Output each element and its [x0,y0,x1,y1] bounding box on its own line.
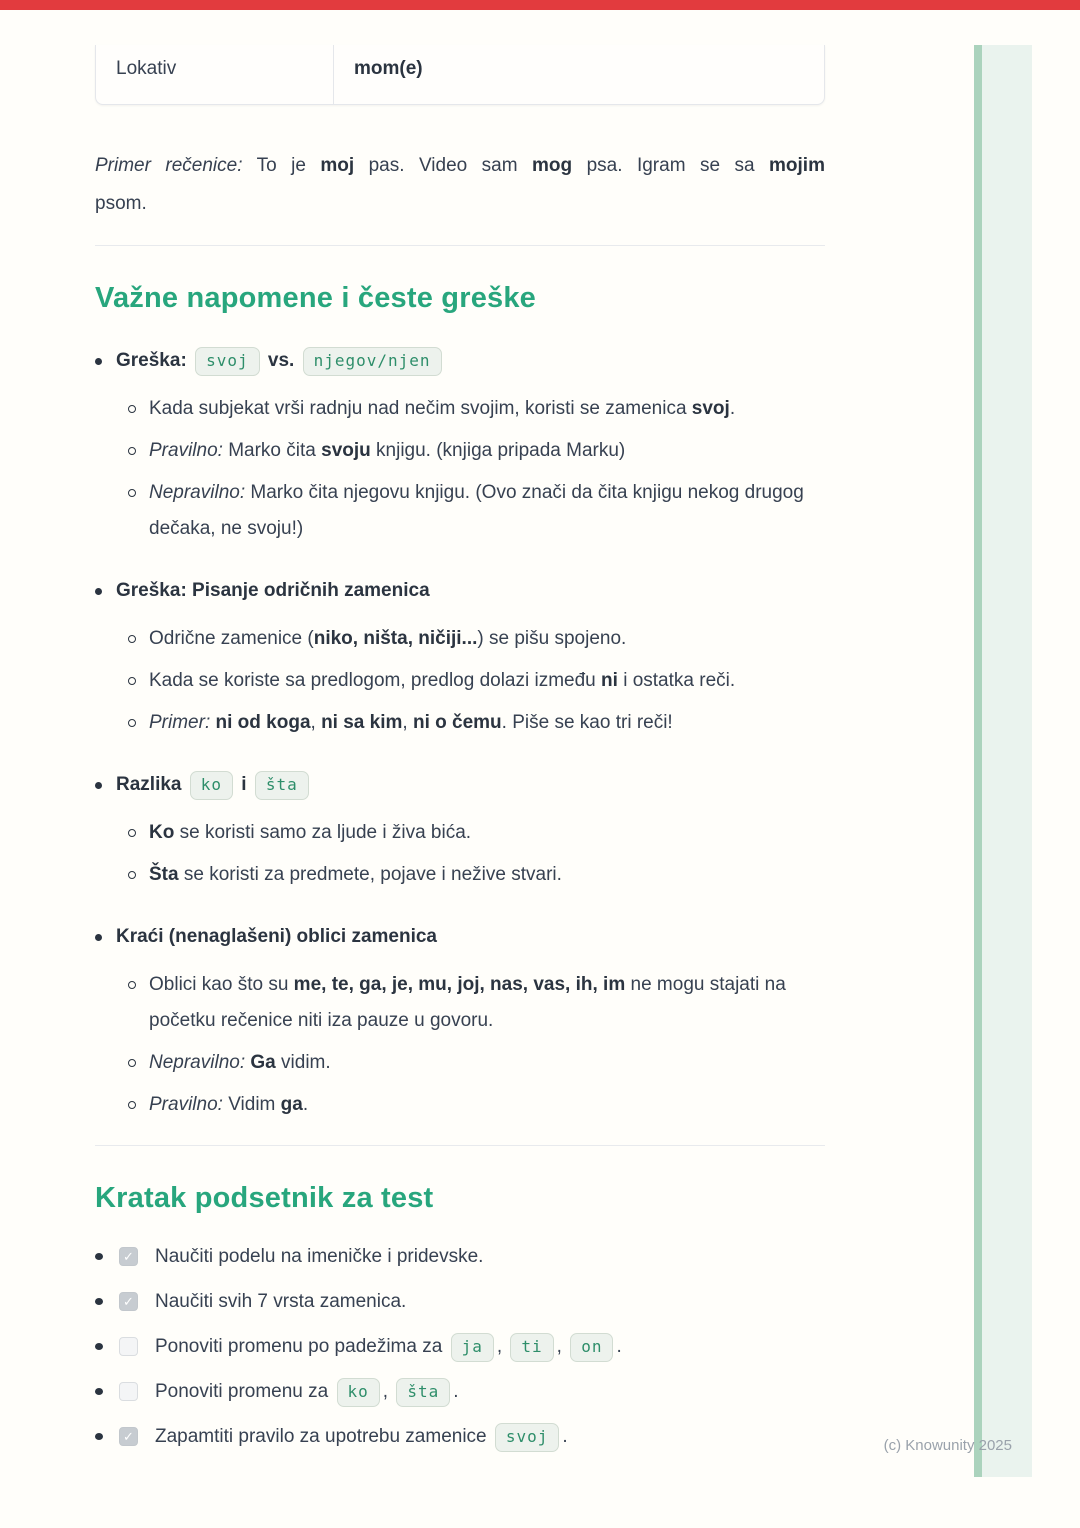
bullet-circle-icon [128,857,136,893]
list-item-label-row [95,767,825,803]
bullet-circle-icon [128,475,136,547]
text-run: vs. [262,350,300,371]
text-run: i [236,774,252,795]
sub-list [128,621,825,741]
checkbox-checked-icon[interactable]: ✓ [119,1427,138,1446]
text-run: Oblici kao što su [149,974,294,995]
text-run: ni od koga [215,712,311,733]
bullet-disc-icon [95,1388,103,1395]
document-page [95,0,825,1452]
sub-list [128,391,825,547]
bullet-disc-icon [95,1253,103,1260]
text-run: ne mogu stajati na početku rečenice niti iza pauze u govoru. [149,974,786,1031]
code-chip: on [570,1333,613,1362]
text-run: ni o čemu [412,712,502,733]
checklist-item [95,1241,825,1272]
section-title-reminder: Kratak podsetnik za test [95,1182,434,1214]
text-run: Pravilno: [149,1094,223,1115]
text-run: Šta [149,864,179,885]
sub-list-item [128,1045,825,1081]
code-chip: šta [396,1378,450,1407]
checklist-item-text [155,1421,568,1452]
code-chip: njegov/njen [303,347,442,376]
bullet-disc-icon [95,573,103,609]
sub-list-item [128,433,825,469]
sub-list-item [128,663,825,699]
bullet-circle-icon [128,621,136,657]
bullet-disc-icon [95,343,103,379]
text-run: psom. [95,193,147,214]
bullet-circle-icon [128,967,136,1039]
sub-list-item-text [149,1045,331,1081]
text-run: vidim. [275,1052,331,1073]
sub-list-item-text [149,1087,308,1123]
code-chip: ko [190,771,233,800]
checklist-item-text [155,1331,622,1362]
bullet-circle-icon [128,391,136,427]
text-run: pas. Video sam [354,155,533,176]
sub-list-item [128,815,825,851]
checkbox-unchecked-icon[interactable] [119,1382,138,1401]
checklist-item [95,1286,825,1317]
text-run: Ga [250,1052,276,1073]
checklist-item [95,1376,825,1407]
text-run: To je [242,155,321,176]
text-run: Pravilno: [149,440,223,461]
text-run: Marko čita njegovu knjigu. (Ovo znači da čita knjigu nekog drugog dečaka, ne svoju!) [149,482,804,539]
bullet-disc-icon [95,919,103,955]
bullet-disc-icon [95,1343,103,1350]
text-run: Razlika [116,774,182,795]
list-item [95,343,825,547]
text-run: Odrične zamenice ( [149,628,314,649]
text-run: mog [532,155,573,176]
list-item-label-row [95,573,825,609]
text-run: Ponoviti promenu za [155,1381,334,1402]
bullet-disc-icon [95,1298,103,1305]
text-run: Kraći (nenaglašeni) oblici zamenica [116,926,437,947]
list-item [95,573,825,741]
text-run: , [556,1336,568,1357]
bullet-circle-icon [128,705,136,741]
code-chip: šta [255,771,309,800]
text-run: . [562,1426,568,1447]
notes-list [95,343,825,1123]
text-run: . [729,398,736,419]
code-chip: ja [451,1333,494,1362]
sub-list-item-text [149,663,735,699]
text-run: ni [601,670,618,691]
code-chip: svoj [195,347,260,376]
text-run: , [382,1381,394,1402]
checklist-item-text [155,1286,406,1317]
text-run: Naučiti podelu na imeničke i pridevske. [155,1246,484,1267]
sub-list-item-text [149,857,562,893]
text-run: knjigu. (knjiga pripada Marku) [370,440,626,461]
bullet-disc-icon [95,1433,103,1440]
sub-list-item-text [149,475,825,547]
sub-list-item-text [149,967,825,1039]
bullet-disc-icon [95,767,103,803]
text-run: , [402,712,413,733]
section-divider [95,245,825,246]
text-run: Nepravilno: [149,1052,246,1073]
sub-list-item-text [149,391,735,427]
list-item-label-row [95,919,825,955]
section-divider [95,1145,825,1146]
text-run: . [616,1336,622,1357]
code-chip: ti [510,1333,553,1362]
code-chip: ko [337,1378,380,1407]
list-item-label [116,573,430,609]
right-highlight-stripe [974,45,1032,1477]
declension-table-row [95,45,825,105]
checklist-item [95,1421,825,1452]
text-run: Ponoviti promenu po padežima za [155,1336,448,1357]
sub-list [128,967,825,1123]
text-run: se koristi samo za ljude i živa bića. [174,822,472,843]
text-run: Vidim [222,1094,281,1115]
sub-list-item [128,705,825,741]
sub-list-item [128,967,825,1039]
list-item [95,767,825,893]
list-item-label-row [95,343,825,379]
text-run: Naučiti svih 7 vrsta zamenica. [155,1291,407,1312]
text-run: Kada se koriste sa predlogom, predlog dolazi između [149,670,602,691]
sub-list-item [128,1087,825,1123]
section-title-notes: Važne napomene i česte greške [95,282,537,314]
sub-list-item-text [149,815,471,851]
text-run: i ostatka reči. [617,670,736,691]
text-run: Nepravilno: [149,482,246,503]
list-item-label [116,767,312,803]
checkbox-checked-icon[interactable]: ✓ [119,1292,138,1311]
checkbox-checked-icon[interactable]: ✓ [119,1247,138,1266]
text-run: ) se pišu spojeno. [477,628,627,649]
text-run: Primer: [149,712,211,733]
text-run: mojim [769,155,825,176]
text-run: . Piše se kao tri reči! [501,712,673,733]
sub-list-item-text [149,621,626,657]
text-run: Primer rečenice: [95,155,243,176]
text-run: . [453,1381,459,1402]
bullet-circle-icon [128,1087,136,1123]
list-item [95,919,825,1123]
sub-list-item [128,475,825,547]
sub-list-item [128,857,825,893]
text-run: se koristi za predmete, pojave i nežive stvari. [178,864,562,885]
copyright-text: (c) Knowunity 2025 [883,1437,1012,1454]
text-run: ni sa kim [321,712,403,733]
text-run: svoju [321,440,371,461]
text-run: Kada subjekat vrši radnju nad nečim svojim, koristi se zamenica [149,398,692,419]
text-run: moj [320,155,355,176]
checklist-item-text [155,1241,483,1272]
checklist [95,1241,825,1452]
code-chip: svoj [495,1423,560,1452]
bullet-circle-icon [128,663,136,699]
sub-list-item-text [149,705,673,741]
text-run: Greška: Pisanje odričnih zamenica [116,580,430,601]
example-sentence-paragraph [95,147,825,223]
text-run: niko, ništa, ničiji... [313,628,478,649]
bullet-circle-icon [128,433,136,469]
table-cell-form: mom(e) [354,58,423,79]
sub-list-item [128,621,825,657]
text-run: svoj [691,398,730,419]
checklist-item [95,1331,825,1362]
sub-list-item [128,391,825,427]
text-run: ga [280,1094,303,1115]
list-item-label [116,343,445,379]
checklist-item-text [155,1376,459,1407]
text-run [181,774,186,795]
bullet-circle-icon [128,815,136,851]
checkbox-unchecked-icon[interactable] [119,1337,138,1356]
text-run: Ko [149,822,175,843]
text-run: Greška: [116,350,187,371]
text-run: , [310,712,322,733]
list-item-label [116,919,437,955]
sub-list [128,815,825,893]
text-run [187,350,192,371]
sub-list-item-text [149,433,625,469]
table-cell-case: Lokativ [96,45,334,104]
text-run: psa. Igram se sa [572,155,770,176]
text-run: me, te, ga, je, mu, joj, nas, vas, ih, im [293,974,626,995]
text-run: , [496,1336,508,1357]
bullet-circle-icon [128,1045,136,1081]
text-run: Marko čita [222,440,322,461]
text-run: . [302,1094,309,1115]
text-run: Zapamtiti pravilo za upotrebu zamenice [155,1426,492,1447]
